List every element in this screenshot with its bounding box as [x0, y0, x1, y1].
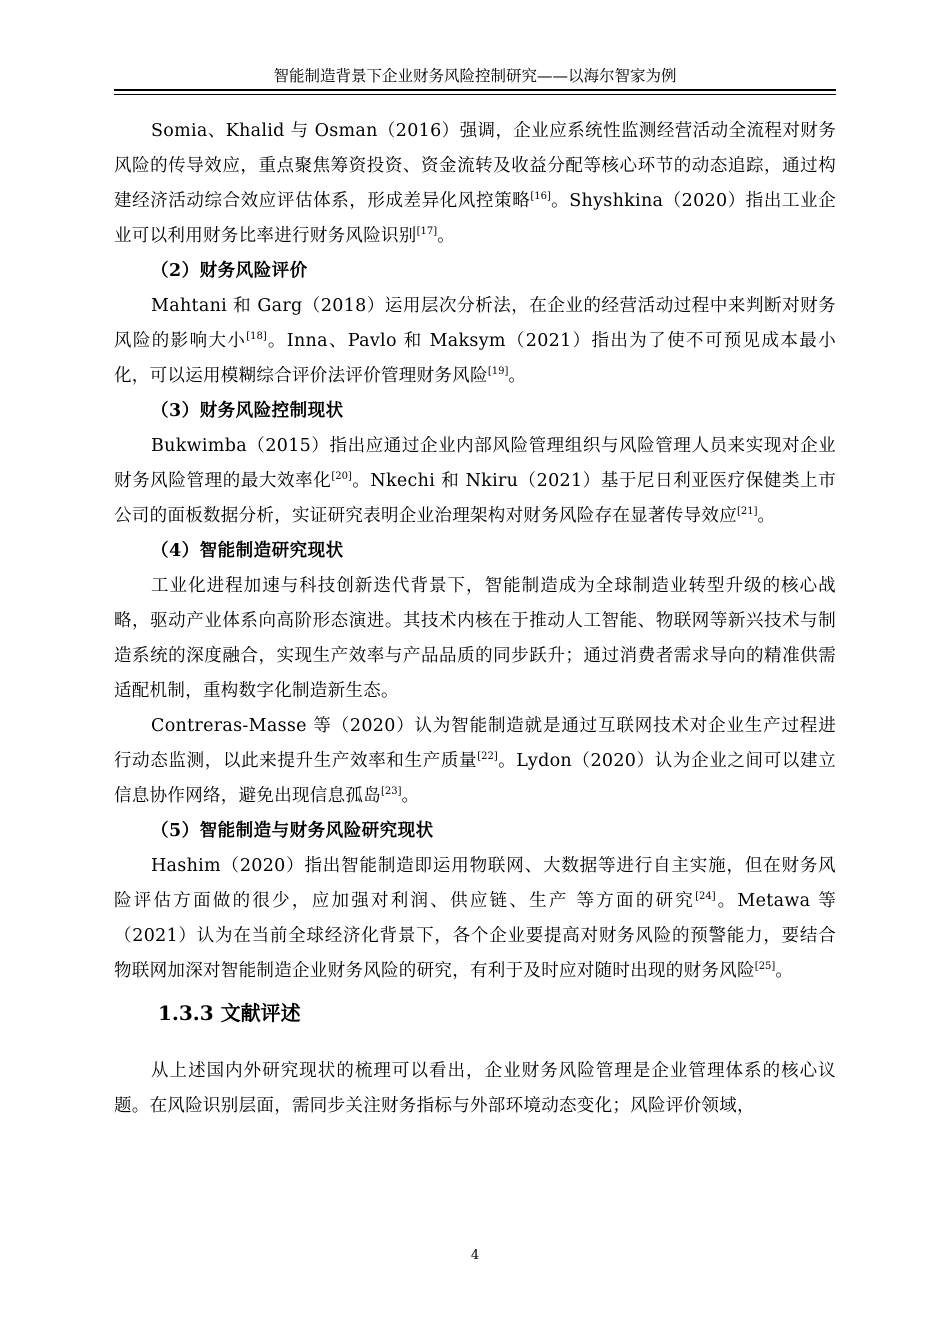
paragraph-5	[114, 709, 836, 814]
subheading-4: （4）智能制造研究现状	[151, 541, 344, 561]
citation: [25]	[754, 961, 776, 972]
citation: [24]	[695, 891, 716, 902]
paragraph-text: 。Shyshkina（2020）指出工业企业可以利用财务比率进行财务风险识别	[114, 191, 837, 246]
paragraph-2	[114, 289, 836, 394]
paragraph-6	[114, 849, 836, 989]
paragraph-text: 。Metawa 等（2021）认为在当前全球经济化背景下，各个企业要提高对财务风险的预警能力，要结合物联网加深对智能制造企业财务风险的研究，有利于及时应对随时出现的财务风险	[114, 891, 836, 981]
header-rule-thick	[114, 89, 836, 91]
page-number: 4	[470, 1248, 480, 1263]
subheading-2: （2）财务风险评价	[151, 261, 308, 281]
paragraph-text: Contreras-Masse 等（2020）认为智能制造就是通过互联网技术对企业生产过程进行动态监测，以此来提升生产效率和生产质量	[114, 716, 836, 771]
paragraph-text: Hashim（2020）指出智能制造即运用物联网、大数据等进行自主实施，但在财务风险评估方面做的很少，应加强对利润、供应链、生产 等方面的研究	[114, 856, 836, 911]
citation: [18]	[246, 331, 267, 342]
paragraph-4	[114, 569, 836, 709]
paragraph-text: 。	[508, 366, 527, 386]
paragraph-text: 。	[437, 226, 455, 246]
paragraph-text: Bukwimba（2015）指出应通过企业内部风险管理组织与风险管理人员来实现对企业财务风险管理的最大效率化	[114, 436, 836, 491]
citation: [19]	[487, 366, 509, 377]
citation: [23]	[381, 786, 402, 797]
paragraph-1	[114, 114, 836, 254]
paragraph-text: Mahtani 和 Garg（2018）运用层次分析法，在企业的经营活动过程中来判断对财务风险的影响大小	[114, 296, 836, 351]
paragraph-7	[114, 1054, 836, 1124]
paragraph-text: 从上述国内外研究现状的梳理可以看出，企业财务风险管理是企业管理体系的核心议题。在风险识别层面，需同步关注财务指标与外部环境动态变化；风险评价领域，	[114, 1061, 836, 1116]
subheading-5: （5）智能制造与财务风险研究现状	[151, 821, 434, 841]
paragraph-text: 。Nkechi 和 Nkiru（2021）基于尼日利亚医疗保健类上市公司的面板数据分析，实证研究表明企业治理架构对财务风险存在显著传导效应	[114, 471, 836, 526]
paragraph-text: 工业化进程加速与科技创新迭代背景下，智能制造成为全球制造业转型升级的核心战略，驱动产业体系向高阶形态演进。其技术内核在于推动人工智能、物联网等新兴技术与制造系统的深度融合，实现生产效率与产品品质的同步跃升；通过消费者需求导向的精准供需适配机制，重构数字化制造新生态。	[114, 576, 836, 701]
citation: [17]	[416, 226, 438, 237]
section-heading: 1.3.3 文献评述	[158, 1001, 301, 1025]
citation: [20]	[331, 471, 352, 482]
paragraph-text: 。Inna、Pavlo 和 Maksym（2021）指出为了使不可预见成本最小化，可以运用模糊综合评价法评价管理财务风险	[114, 331, 836, 386]
citation: [21]	[737, 506, 758, 517]
paragraph-text: 。	[775, 961, 794, 981]
page-body	[114, 114, 836, 1124]
paragraph-text: 。	[401, 786, 420, 806]
subheading-3: （3）财务风险控制现状	[151, 401, 344, 421]
header-rule-thin	[114, 94, 836, 95]
citation: [16]	[530, 191, 551, 202]
paragraph-text: 。	[757, 506, 776, 526]
paragraph-text: 。Lydon（2020）认为企业之间可以建立信息协作网络，避免出现信息孤岛	[114, 751, 836, 806]
citation: [22]	[477, 751, 498, 762]
paragraph-3	[114, 429, 836, 534]
running-header: 智能制造背景下企业财务风险控制研究——以海尔智家为例	[273, 67, 677, 85]
paragraph-text: Somia、Khalid 与 Osman（2016）强调，企业应系统性监测经营活动全流程对财务风险的传导效应，重点聚焦筹资投资、资金流转及收益分配等核心环节的动态追踪，通过构建经济活动综合效应评估体系，形成差异化风控策略	[114, 121, 836, 211]
